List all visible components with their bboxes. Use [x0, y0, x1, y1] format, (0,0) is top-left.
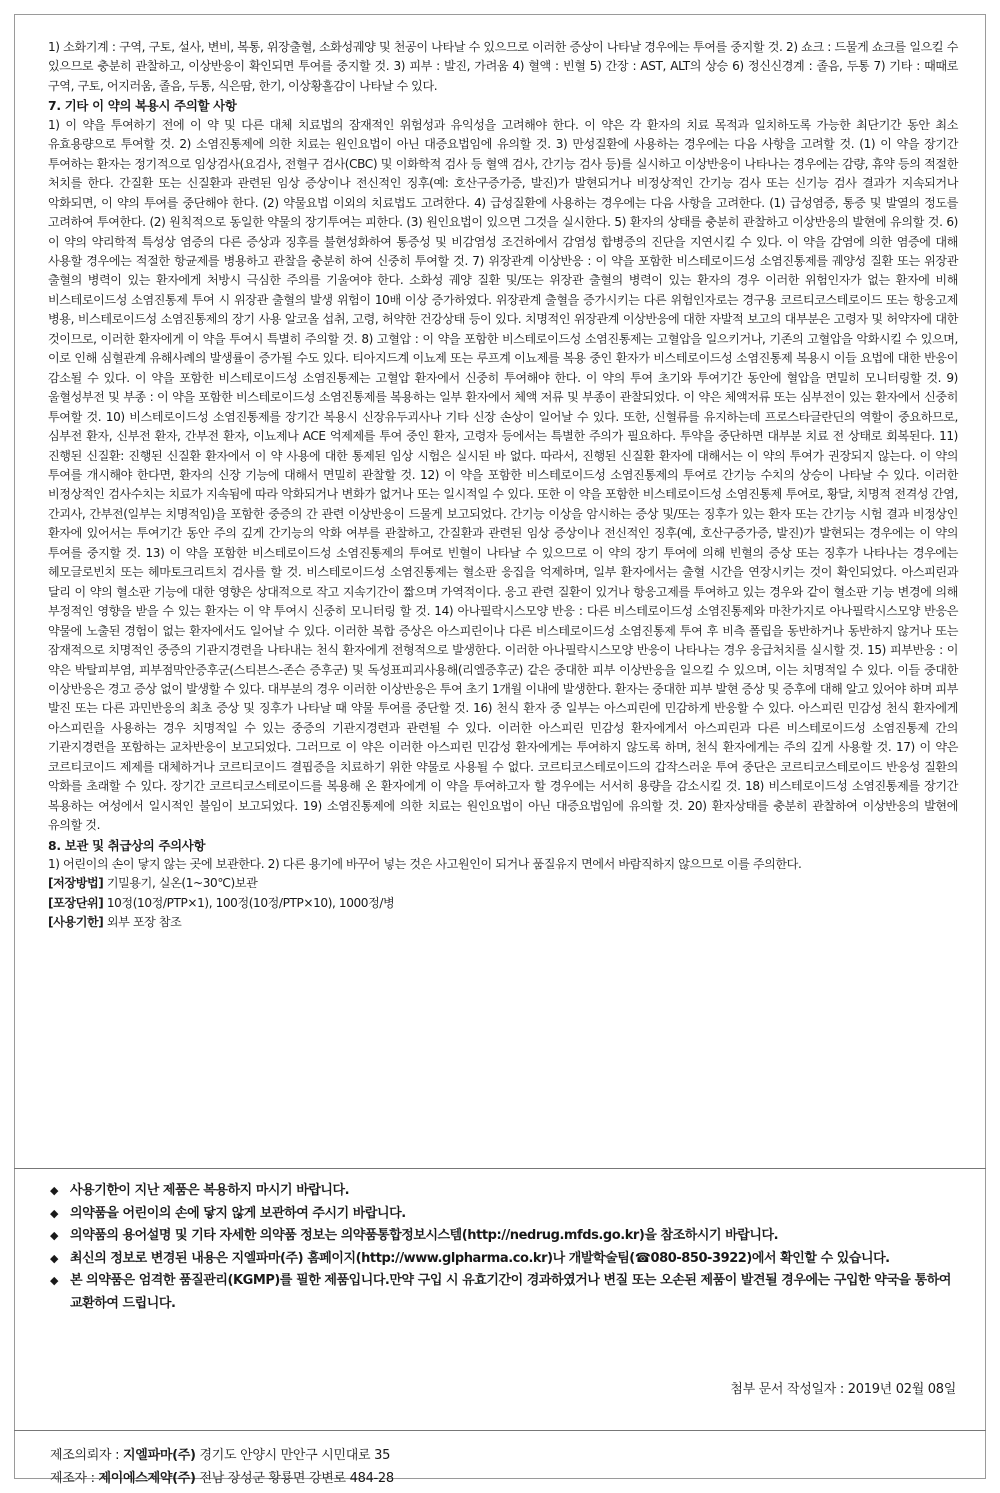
section-8-title: 8. 보관 및 취급상의 주의사항	[48, 837, 206, 853]
storage-method-line	[48, 874, 958, 893]
diamond-bullet-icon: ◆	[50, 1251, 59, 1265]
expiry-label: [사용기한]	[48, 915, 104, 930]
notice-item	[50, 1248, 955, 1271]
diamond-bullet-icon: ◆	[50, 1274, 59, 1287]
notice-item	[50, 1225, 955, 1248]
notice-item	[50, 1180, 955, 1203]
maker-label: 제조자 :	[50, 1471, 99, 1486]
maker-address: 전남 장성군 황룡면 강변로 484-28	[195, 1471, 394, 1486]
insert-body	[48, 38, 958, 933]
notice-text: 의약품을 어린이의 손에 닿지 않게 보관하여 주시기 바랍니다.	[70, 1205, 406, 1221]
notice-item	[50, 1270, 955, 1315]
document-written-date: 첨부 문서 작성일자 : 2019년 02월 08일	[730, 1382, 956, 1397]
section-7-paragraph: 1) 이 약을 투여하기 전에 이 약 및 다른 대체 치료법의 잠재적인 위험성과 유익성을 고려해야 한다. 이 약은 각 환자의 치료 목적과 일치하도록 가능한 최단기간 동안 최소 유효용량으로 투여할 것. 2) 소염진통제에 의한 치료는 원인요법이 아닌 대증요법임에 유의할 것. 3) 만성질환에 사용하는 경우에는 다음 사항을 고려할 것. (1) 이 약을 장기간 투여하는 환자는 정기적으로 임상검사(요검사, 전혈구 검사(CBC) 및 이화학적 검사 등 혈액 검사, 간기능 검사 등)를 실시하고 이상반응이 나타나는 경우에는 감량, 휴약 등의 적절한 처치를 한다. 간질환 또는 신질환과 관련된 임상 증상이나 전신적인 징후(예: 호산구증가증, 발진)가 발현되거나 비정상적인 간기능 검사 또는 신기능 검사 결과가 지속되거나 악화되면, 이 약의 투여를 중단해야 한다. (2) 약물요법 이외의 치료법도 고려한다. 4) 급성질환에 사용하는 경우에는 다음 사항을 고려한다. (1) 급성염증, 통증 및 발열의 정도를 고려하여 투여한다. (2) 원칙적으로 동일한 약물의 장기투여는 피한다. (3) 원인요법이 있으면 그것을 실시한다. 5) 환자의 상태를 충분히 관찰하고 이상반응의 발현에 유의할 것. 6) 이 약의 약리학적 특성상 염증의 다른 증상과 징후를 불현성화하여 통증성 및 비감염성 조건하에서 감염성 합병증의 진단을 지연시킬 수 있다. 이 약을 감염에 의한 염증에 대해 사용할 경우에는 적절한 항균제를 병용하고 관찰을 충분히 하여 신중히 투여할 것. 7) 위장관계 이상반응 : 이 약을 포함한 비스테로이드성 소염진통제를 궤양성 질환 또는 위장관 출혈의 병력이 있는 환자에게 처방시 극심한 주의를 기울여야 한다. 소화성 궤양 질환 및/또는 위장관 출혈의 병력이 있는 환자의 경우 이러한 위험인자가 없는 환자에 비해 비스테로이드성 소염진통제 투여 시 위장관 출혈의 발생 위험이 10배 이상 증가하였다. 위장관계 출혈을 증가시키는 다른 위험인자로는 경구용 코르티코스테로이드 또는 항응고제 병용, 비스테로이드성 소염진통제의 장기 사용 알코올 섭취, 고령, 허약한 건강상태 등이 있다. 치명적인 위장관계 이상반응에 대한 자발적 보고의 대부분은 고령자 및 허약자에 대한 것이므로, 이러한 환자에게 이 약을 투여시 특별히 주의할 것. 8) 고혈압 : 이 약을 포함한 비스테로이드성 소염진통제는 고혈압을 일으키거나, 기존의 고혈압을 악화시킬 수 있으며, 이로 인해 심혈관계 유해사례의 발생률이 증가될 수도 있다. 티아지드계 이뇨제 또는 루프계 이뇨제를 복용 중인 환자가 비스테로이드성 소염진통제 복용시 이들 요법에 대한 반응이 감소될 수 있다. 이 약을 포함한 비스테로이드성 소염진통제는 고혈압 환자에서 신중히 투여해야 한다. 이 약의 투여 초기와 투여기간 동안에 혈압을 면밀히 모니터링할 것. 9) 울혈성부전 및 부종 : 이 약을 포함한 비스테로이드성 소염진통제를 복용하는 일부 환자에서 체액 저류 및 부종이 관찰되었다. 이 약은 체액저류 또는 심부전이 있는 환자에서 신중히 투여할 것. 10) 비스테로이드성 소염진통제를 장기간 복용시 신장유두괴사나 기타 신장 손상이 일어날 수 있다. 또한, 신혈류를 유지하는데 프로스타글란딘의 역할이 중요하므로, 심부전 환자, 신부전 환자, 간부전 환자, 이뇨제나 ACE 억제제를 투여 중인 환자, 고령자 등에서는 특별한 주의가 필요하다. 투약을 중단하면 대부분 치료 전 상태로 회복된다. 11) 진행된 신질환: 진행된 신질환 환자에서 이 약 사용에 대한 통제된 임상 시험은 실시된 바 없다. 따라서, 진행된 신질환 환자에 대해서는 이 약의 투여가 권장되지 않는다. 이 약의 투여를 개시해야 한다면, 환자의 신장 기능에 대해서 면밀히 관찰할 것. 12) 이 약을 포함한 비스테로이드성 소염진통제의 투여로 간기능 수치의 상승이 나타날 수 있다. 이러한 비정상적인 검사수치는 치료가 지속됨에 따라 악화되거나 변화가 없거나 또는 일시적일 수 있다. 또한 이 약을 포함한 비스테로이드성 소염진통제 투여로, 황달, 치명적 전격성 간염, 간괴사, 간부전(일부는 치명적임)을 포함한 중증의 간 관련 이상반응이 드물게 보고되었다. 간기능 이상을 암시하는 증상 및/또는 징후가 있는 환자 또는 간기능 시험 결과 비정상인 환자에 있어서는 투여기간 동안 주의 깊게 간기능의 악화 여부를 관찰하고, 간질환과 관련된 임상 증상이나 전신적인 징후(예, 호산구증가증, 발진)가 발현되는 경우에는 이 약의 투여를 중지할 것. 13) 이 약을 포함한 비스테로이드성 소염진통제의 투여로 빈혈이 나타날 수 있으므로 이 약의 장기 투여에 의해 빈혈의 증상 또는 징후가 나타나는 경우에는 헤모글로빈치 또는 헤마토크리트치 검사를 할 것. 비스테로이드성 소염진통제는 혈소판 응집을 억제하며, 일부 환자에서는 출혈 시간을 연장시키는 것이 확인되었다. 아스피린과 달리 이 약의 혈소판 기능에 대한 영향은 상대적으로 작고 지속기간이 짧으며 가역적이다. 응고 관련 질환이 있거나 항응고제를 투여하고 있는 경우와 같이 혈소판 기능 변경에 의해 부정적인 영향을 받을 수 있는 환자는 이 약 투여시 신중히 모니터링 할 것. 14) 아나필락시스모양 반응 : 다른 비스테로이드성 소염진통제와 마찬가지로 아나필락시스모양 반응은 약물에 노출된 경험이 없는 환자에서도 일어날 수 있다. 이러한 복합 증상은 아스피린이나 다른 비스테로이드성 소염진통제 투여 후 비측 폴립을 동반하거나 동반하지 않거나 또는 잠재적으로 치명적인 중증의 기관지경련을 나타내는 천식 환자에게 전형적으로 발생한다. 이러한 아나필락시스모양 반응이 나타나는 경우 응급처치를 실시할 것. 15) 피부반응 : 이 약은 박탈피부염, 피부점막안증후군(스티븐스-존슨 증후군) 및 독성표피괴사용해(리엘증후군) 같은 중대한 피부 이상반응을 일으킬 수 있으며, 이는 치명적일 수 있다. 이들 중대한 이상반응은 경고 증상 없이 발생할 수 있다. 대부분의 경우 이러한 이상반응은 투여 초기 1개월 이내에 발생한다. 환자는 중대한 피부 발현 증상 및 증후에 대해 알고 있어야 하며 피부 발진 또는 다른 과민반응의 최초 증상 및 징후가 나타날 때 약물 투여를 중단할 것. 16) 천식 환자 중 일부는 아스피린에 민감하게 반응할 수 있다. 아스피린 민감성 천식 환자에게 아스피린을 사용하는 경우 치명적일 수 있는 중증의 기관지경련과 관련될 수 있다. 이러한 아스피린 민감성 환자에게서 아스피린과 다른 비스테로이드성 소염진통제 간의 기관지경련을 포함하는 교차반응이 보고되었다. 그러므로 이 약은 이러한 아스피린 민감성 환자에게는 투여하지 않도록 하며, 천식 환자에게는 주의 깊게 사용할 것. 17) 이 약은 코르티코이드 제제를 대체하거나 코르티코이드 결핍증을 치료하기 위한 약물로 사용될 수 없다. 코르티코스테로이드의 갑작스러운 투여 중단은 코르티코스테로이드 반응성 질환의 악화를 초래할 수 있다. 장기간 코르티코스테로이드를 복용해 온 환자에게 이 약을 투여하고자 할 경우에는 서서히 용량을 감소시킬 것. 18) 비스테로이드성 소염진통제를 장기간 복용하는 여성에서 일시적인 불임이 보고되었다. 19) 소염진통제에 의한 치료는 원인요법이 아닌 대증요법임에 유의할 것. 20) 환자상태를 충분히 관찰하여 이상반응의 발현에 유의할 것.	[48, 117, 958, 833]
expiry-value: 외부 포장 참조	[103, 915, 182, 930]
diamond-bullet-icon: ◆	[50, 1229, 59, 1242]
notice-text: 의약품의 용어설명 및 기타 자세한 의약품 정보는 의약품통합정보시스템(http://nedrug.mfds.go.kr)을 참조하시기 바랍니다.	[70, 1228, 779, 1243]
storage-method-value: 기밀용기, 실온(1~30℃)보관	[103, 876, 258, 891]
package-unit-value: 10정(10정/PTP×1), 100정(10정/PTP×10), 1000정/병	[103, 895, 395, 910]
client-address: 경기도 안양시 만안구 시민대로 35	[195, 1448, 391, 1463]
notice-item	[50, 1203, 955, 1226]
notice-text: 본 의약품은 엄격한 품질관리(KGMP)를 필한 제품입니다.만약 구입 시 유효기간이 경과하였거나 변질 또는 오손된 제품이 발견될 경우에는 구입한 약국을 통하여 교환하여 드립니다.	[70, 1273, 951, 1311]
diamond-bullet-icon: ◆	[50, 1206, 59, 1220]
manufacturer-divider	[14, 1430, 986, 1431]
package-unit-label: [포장단위]	[48, 895, 104, 910]
side-effects-paragraph: 1) 소화기계 : 구역, 구토, 설사, 변비, 복통, 위장출혈, 소화성궤양 및 천공이 나타날 수 있으므로 이러한 증상이 나타날 경우에는 투여를 중지할 것. 2) 쇼크 : 드물게 쇼크를 일으킬 수 있으므로 충분히 관찰하고, 이상반응이 확인되면 투여를 중지할 것. 3) 피부 : 발진, 가려움 4) 혈액 : 빈혈 5) 간장 : AST, ALT의 상승 6) 정신신경계 : 졸음, 두통 7) 기타 : 때때로 구역, 구토, 어지러움, 졸음, 두통, 식은땀, 한기, 이상황홀감이 나타날 수 있다.	[48, 40, 958, 93]
section-7-title: 7. 기타 이 약의 복용시 주의할 사항	[48, 98, 237, 114]
manufacturing-client-line	[50, 1445, 950, 1467]
notice-text: 최신의 정보로 변경된 내용은 지엘파마(주) 홈페이지(http://www.glpharma.co.kr)나 개발학술팀(☎080-850-3922)에서 확인할 수 있습니다.	[70, 1250, 890, 1266]
package-unit-line	[48, 894, 958, 913]
notices-list	[50, 1180, 955, 1315]
expiry-line	[48, 913, 958, 932]
storage-method-label: [저장방법]	[48, 876, 104, 891]
client-name: 지엘파마(주)	[123, 1448, 196, 1463]
notice-text: 사용기한이 지난 제품은 복용하지 마시기 바랍니다.	[70, 1183, 350, 1198]
client-label: 제조의뢰자 :	[50, 1448, 124, 1463]
section-8-paragraph: 1) 어린이의 손이 닿지 않는 곳에 보관한다. 2) 다른 용기에 바꾸어 넣는 것은 사고원인이 되거나 품질유지 면에서 바람직하지 않으므로 이를 주의한다.	[48, 857, 802, 872]
maker-name: 제이에스제약(주)	[98, 1471, 196, 1486]
manufacturer-line	[50, 1468, 950, 1490]
diamond-bullet-icon: ◆	[50, 1184, 59, 1197]
notices-divider	[14, 1168, 986, 1169]
